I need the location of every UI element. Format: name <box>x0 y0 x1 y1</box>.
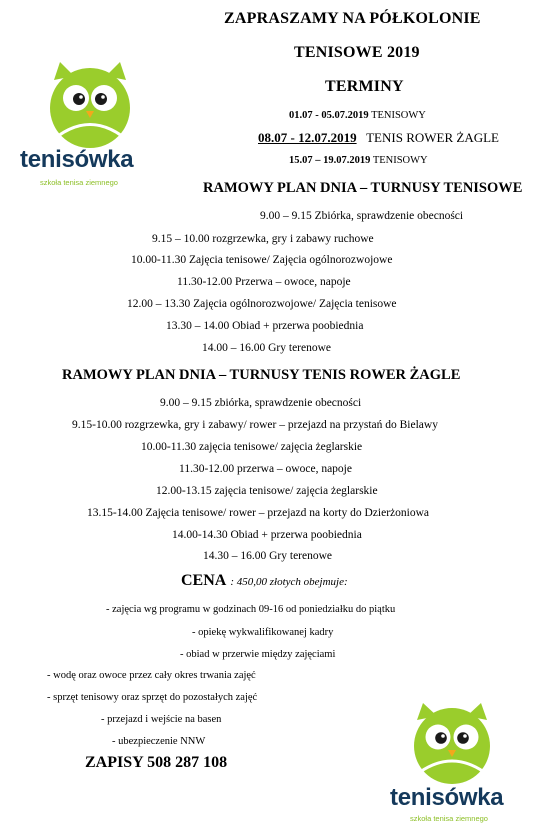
include-item: - przejazd i wejście na basen <box>101 714 222 725</box>
price-label: CENA <box>181 572 227 589</box>
logo-top-tagline: szkoła tenisa ziemnego <box>40 178 118 187</box>
include-item: - sprzęt tenisowy oraz sprzęt do pozostałych zajęć <box>47 692 258 703</box>
term-1-label: TENISOWY <box>371 110 426 121</box>
term-2-label: TENIS ROWER ŻAGLE <box>366 130 499 145</box>
term-2-dates: 08.07 - 12.07.2019 <box>258 130 357 145</box>
logo-bottom-tagline: szkoła tenisa ziemnego <box>410 814 488 823</box>
plan-mixed-item: 14.00-14.30 Obiad + przerwa poobiednia <box>172 529 362 541</box>
include-item: - zajęcia wg programu w godzinach 09-16 od poniedziałku do piątku <box>106 604 396 615</box>
plan-tennis-item: 12.00 – 13.30 Zajęcia ogólnorozwojowe/ Zajęcia tenisowe <box>127 298 397 310</box>
plan-tennis-item: 14.00 – 16.00 Gry terenowe <box>202 342 332 354</box>
heading-terminy: TERMINY <box>325 78 404 95</box>
term-2 <box>258 130 499 146</box>
plan-tennis-title: RAMOWY PLAN DNIA – TURNUSY TENISOWE <box>203 180 523 196</box>
plan-mixed-item: 10.00-11.30 zajęcia tenisowe/ zajęcia żeglarskie <box>141 441 363 453</box>
owl-tennis-ball-icon <box>30 58 170 153</box>
plan-tennis-item: 10.00-11.30 Zajęcia tenisowe/ Zajęcia ogólnorozwojowe <box>131 254 393 266</box>
include-item: - ubezpieczenie NNW <box>112 736 206 747</box>
signup-phone: ZAPISY 508 287 108 <box>85 754 228 771</box>
plan-tennis-item: 13.30 – 14.00 Obiad + przerwa poobiednia <box>166 320 364 332</box>
term-3 <box>289 155 428 166</box>
plan-mixed-item: 9.00 – 9.15 zbiórka, sprawdzenie obecności <box>160 397 362 409</box>
term-3-label: TENISOWY <box>372 155 428 166</box>
plan-mixed-item: 11.30-12.00 przerwa – owoce, napoje <box>179 463 352 475</box>
owl-tennis-ball-icon <box>392 700 532 795</box>
term-1-dates: 01.07 - 05.07.2019 <box>289 110 369 121</box>
plan-mixed-item: 14.30 – 16.00 Gry terenowe <box>203 550 333 562</box>
plan-mixed-item: 12.00-13.15 zajęcia tenisowe/ zajęcia żeglarskie <box>156 485 378 497</box>
heading-line-2: TENISOWE 2019 <box>294 44 420 61</box>
term-1 <box>289 110 426 121</box>
include-item: - opiekę wykwalifikowanej kadry <box>192 627 334 638</box>
include-item: - wodę oraz owoce przez cały okres trwania zajęć <box>47 670 256 681</box>
plan-tennis-item: 9.00 – 9.15 Zbiórka, sprawdzenie obecności <box>260 210 464 222</box>
price-detail: : 450,00 złotych obejmuje: <box>230 576 348 588</box>
plan-mixed-title: RAMOWY PLAN DNIA – TURNUSY TENIS ROWER ŻAGLE <box>62 367 461 383</box>
plan-mixed-item: 9.15-10.00 rozgrzewka, gry i zabawy/ rower – przejazd na przystań do Bielawy <box>72 419 438 431</box>
logo-bottom-brand: tenisówka <box>390 784 504 811</box>
price-line <box>181 572 348 590</box>
plan-tennis-item: 11.30-12.00 Przerwa – owoce, napoje <box>177 276 351 288</box>
logo-top-brand: tenisówka <box>20 146 134 173</box>
heading-line-1: ZAPRASZAMY NA PÓŁKOLONIE <box>224 10 481 27</box>
plan-mixed-item: 13.15-14.00 Zajęcia tenisowe/ rower – przejazd na korty do Dzierżoniowa <box>87 507 429 519</box>
include-item: - obiad w przerwie między zajęciami <box>180 649 336 660</box>
plan-tennis-item: 9.15 – 10.00 rozgrzewka, gry i zabawy ruchowe <box>152 233 374 245</box>
term-3-dates: 15.07 – 19.07.2019 <box>289 155 371 166</box>
